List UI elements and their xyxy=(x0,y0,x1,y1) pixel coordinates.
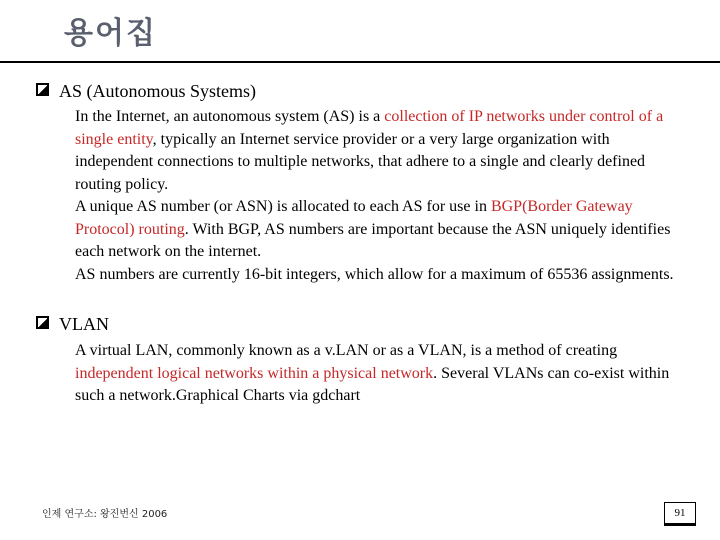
highlighted-text: BGP(Border Gateway Protocol) routing xyxy=(75,198,633,238)
section-heading-as xyxy=(36,80,256,102)
body-text: AS numbers are currently 16-bit integers, which allow for a maximum of 65536 assignments. xyxy=(75,266,674,283)
checkbox-bullet-icon xyxy=(36,316,49,329)
footer-credit: 인제 연구소: 왕진번신 2006 xyxy=(42,509,168,520)
body-text: A unique AS number (or ASN) is allocated to each AS for use in xyxy=(75,198,491,215)
paragraph xyxy=(75,196,690,264)
body-text: In the Internet, an autonomous system (AS) is a xyxy=(75,108,385,125)
section-heading-label: VLAN xyxy=(59,314,109,334)
section-heading-vlan xyxy=(36,313,109,335)
paragraph xyxy=(75,340,690,408)
highlighted-text: collection of IP networks under control of a single entity xyxy=(75,108,664,148)
paragraph xyxy=(75,106,690,196)
paragraph xyxy=(75,264,690,287)
slide-title: 용어집 xyxy=(64,16,157,51)
title-divider xyxy=(0,61,720,63)
page-number: 91 xyxy=(664,502,696,526)
body-text: . Several VLANs can co-exist within such a network.Graphical Charts via gdchart xyxy=(75,364,670,404)
section-heading-label: AS (Autonomous Systems) xyxy=(59,81,257,101)
checkbox-bullet-icon xyxy=(36,83,49,96)
body-text: , typically an Internet service provider or a very large organization with independent connections to multiple networks, that adhere to a single and clearly defined routing policy. xyxy=(75,130,646,193)
body-text: . With BGP, AS numbers are important because the ASN uniquely identifies each network on the internet. xyxy=(75,220,671,260)
highlighted-text: independent logical networks within a physical network xyxy=(75,364,434,382)
body-text: A virtual LAN, commonly known as a v.LAN or as a VLAN, is a method of creating xyxy=(75,342,618,359)
